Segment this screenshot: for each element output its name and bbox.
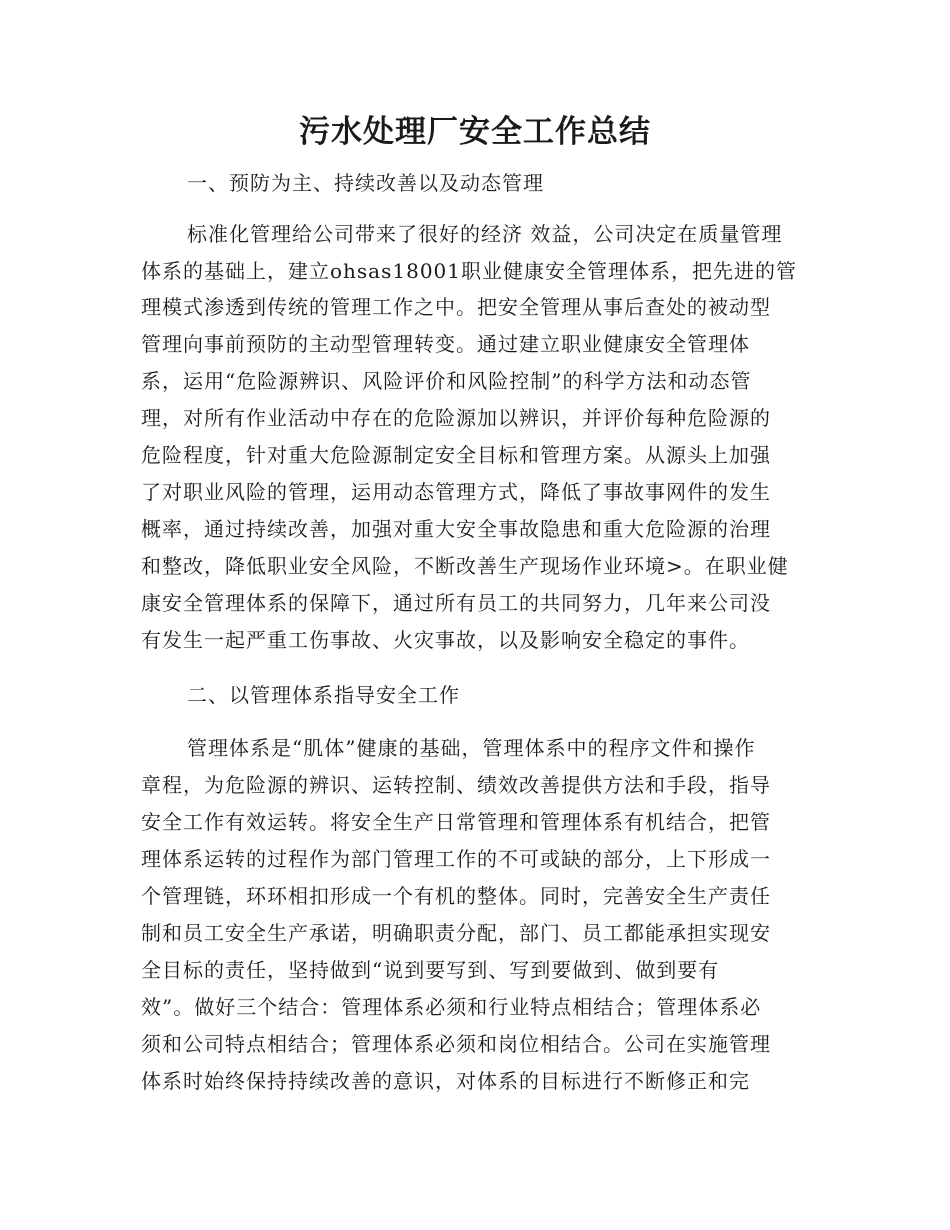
paragraph-line: 了对职业风险的管理，运用动态管理方式，降低了事故事网件的发生: [141, 480, 771, 504]
document-title: 污水处理厂安全工作总结: [299, 114, 651, 150]
paragraph-line: 有发生一起严重工伤事故、火灾事故，以及影响安全稳定的事件。: [141, 628, 750, 652]
paragraph-line: 理模式渗透到传统的管理工作之中。把安全管理从事后查处的被动型: [141, 295, 771, 319]
paragraph-line: 体系的基础上，建立ohsas18001职业健康安全管理体系，把先进的管: [141, 259, 797, 283]
paragraph-line: 效”。做好三个结合：管理体系必须和行业特点相结合；管理体系必: [141, 995, 762, 1019]
paragraph-line: 管理体系是“肌体”健康的基础，管理体系中的程序文件和操作: [187, 736, 756, 760]
paragraph-line: 理，对所有作业活动中存在的危险源加以辨识，并评价每种危险源的: [141, 406, 771, 430]
paragraph-line: 制和员工安全生产承诺，明确职责分配，部门、员工都能承担实现安: [141, 921, 771, 945]
paragraph-line: 理体系运转的过程作为部门管理工作的不可或缺的部分，上下形成一: [141, 847, 771, 871]
paragraph-line: 系，运用“危险源辨识、风险评价和风险控制”的科学方法和动态管: [141, 369, 752, 393]
paragraph-line: 体系时始终保持持续改善的意识，对体系的目标进行不断修正和完: [141, 1069, 750, 1093]
paragraph-line: 个管理链，环环相扣形成一个有机的整体。同时，完善安全生产责任: [141, 884, 771, 908]
section-heading-1: 一、预防为主、持续改善以及动态管理: [187, 171, 544, 195]
paragraph-line: 章程，为危险源的辨识、运转控制、绩效改善提供方法和手段，指导: [141, 773, 771, 797]
paragraph-line: 须和公司特点相结合；管理体系必须和岗位相结合。公司在实施管理: [141, 1032, 771, 1056]
section-heading-2: 二、以管理体系指导安全工作: [187, 683, 460, 707]
paragraph-line: 和整改，降低职业安全风险，不断改善生产现场作业环境>。在职业健: [141, 554, 789, 578]
paragraph-line: 概率，通过持续改善，加强对重大安全事故隐患和重大危险源的治理: [141, 517, 771, 541]
paragraph-line: 安全工作有效运转。将安全生产日常管理和管理体系有机结合，把管: [141, 810, 771, 834]
paragraph-line: 康安全管理体系的保障下，通过所有员工的共同努力，几年来公司没: [141, 591, 771, 615]
paragraph-line: 标准化管理给公司带来了很好的经济 效益，公司决定在质量管理: [187, 222, 783, 246]
paragraph-line: 危险程度，针对重大危险源制定安全目标和管理方案。从源头上加强: [141, 443, 771, 467]
paragraph-line: 管理向事前预防的主动型管理转变。通过建立职业健康安全管理体: [141, 332, 750, 356]
paragraph-line: 全目标的责任，坚持做到“说到要写到、写到要做到、做到要有: [141, 958, 720, 982]
